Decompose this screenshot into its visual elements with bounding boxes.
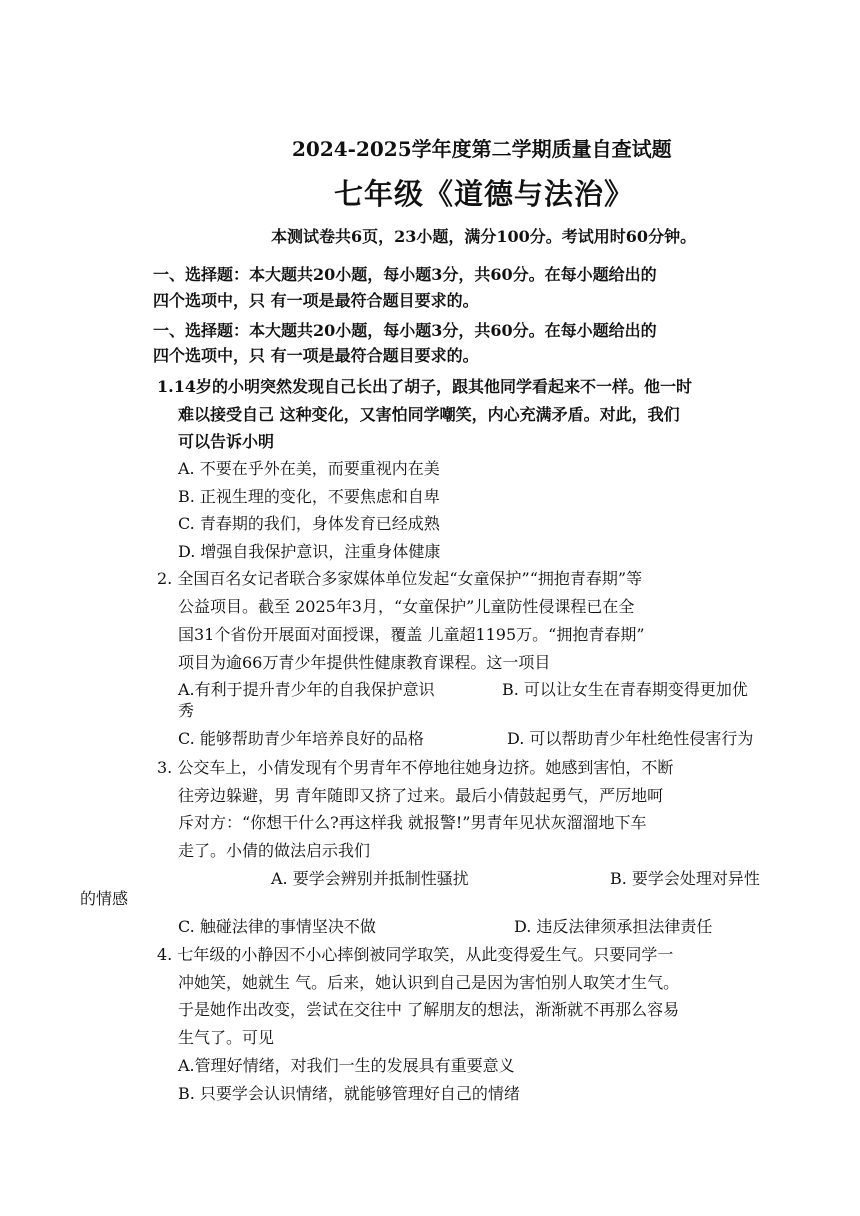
question-1-stem: 1.14岁的小明突然发现自己长出了胡子，跟其他同学看起来不一样。他一时 (157, 377, 692, 396)
question-3-option-d: D. 违反法律须承担法律责任 (514, 917, 713, 936)
question-4-stem: 4. 七年级的小静因不小心摔倒被同学取笑，从此变得爱生气。只要同学一 (157, 945, 674, 964)
question-4-stem: 冲她笑，她就生 气。后来，她认识到自己是因为害怕别人取笑才生气。 (178, 973, 680, 992)
question-3-option-b: B. 要学会处理对异性 (610, 869, 760, 888)
question-2-stem: 2. 全国百名女记者联合多家媒体单位发起“女童保护”“拥抱青春期”等 (157, 569, 643, 588)
section-instruction-line: 一、选择题：本大题共20小题，每小题3分，共60分。在每小题给出的 (153, 321, 657, 340)
question-2-option-c: C. 能够帮助青少年培养良好的品格 (178, 729, 424, 748)
question-2-option-d: D. 可以帮助青少年杜绝性侵害行为 (507, 729, 754, 748)
question-2-stem: 公益项目。截至 2025年3月，“女童保护”儿童防性侵课程已在全 (178, 597, 635, 616)
question-4-option-b: B. 只要学会认识情绪，就能够管理好自己的情绪 (178, 1084, 520, 1103)
question-2-option-b: B. 可以让女生在青春期变得更加优 (502, 680, 748, 699)
question-2-stem: 国31个省份开展面对面授课，覆盖 儿童超1195万。“拥抱青春期” (178, 625, 645, 644)
question-3-option-a: A. 要学会辨别并抵制性骚扰 (271, 869, 469, 888)
section-instruction-line: 四个选项中，只 有一项是最符合题目要求的。 (153, 346, 479, 365)
question-1-option-b: B. 正视生理的变化，不要焦虑和自卑 (178, 487, 440, 506)
exam-notice: 本测试卷共6页，23小题，满分100分。考试用时60分钟。 (271, 227, 697, 246)
question-1-option-d: D. 增强自我保护意识，注重身体健康 (178, 542, 441, 561)
section-instruction-line: 四个选项中，只 有一项是最符合题目要求的。 (153, 291, 479, 310)
section-instruction-line: 一、选择题：本大题共20小题，每小题3分，共60分。在每小题给出的 (153, 265, 657, 284)
question-2-option-b-wrap: 秀 (178, 701, 195, 720)
question-1-option-c: C. 青春期的我们，身体发育已经成熟 (178, 514, 440, 533)
question-3-option-b-wrap: 的情感 (80, 889, 129, 908)
question-4-stem: 生气了。可见 (178, 1028, 275, 1047)
exam-title: 2024-2025学年度第二学期质量自查试题 (292, 137, 672, 161)
question-4-option-a: A.管理好情绪，对我们一生的发展具有重要意义 (178, 1056, 515, 1075)
subject-title: 七年级《道德与法治》 (334, 177, 635, 211)
question-2-stem: 项目为逾66万青少年提供性健康教育课程。这一项目 (178, 653, 551, 672)
question-1-stem: 难以接受自己 这种变化，又害怕同学嘲笑，内心充满矛盾。对此，我们 (178, 405, 680, 424)
question-3-stem: 往旁边躲避，男 青年随即又挤了过来。最后小倩鼓起勇气，严厉地呵 (178, 786, 664, 805)
question-4-stem: 于是她作出改变，尝试在交往中 了解朋友的想法，渐渐就不再那么容易 (178, 1000, 680, 1019)
question-3-stem: 3. 公交车上，小倩发现有个男青年不停地往她身边挤。她感到害怕，不断 (157, 758, 674, 777)
question-3-stem: 斥对方：“你想干什么?再这样我 就报警!”男青年见状灰溜溜地下车 (178, 813, 647, 832)
question-2-option-a: A.有利于提升青少年的自我保护意识 (178, 680, 435, 699)
question-1-stem: 可以告诉小明 (178, 432, 275, 451)
question-1-option-a: A. 不要在乎外在美，而要重视内在美 (178, 459, 440, 478)
question-3-stem: 走了。小倩的做法启示我们 (178, 841, 371, 860)
question-3-option-c: C. 触碰法律的事情坚决不做 (178, 917, 376, 936)
